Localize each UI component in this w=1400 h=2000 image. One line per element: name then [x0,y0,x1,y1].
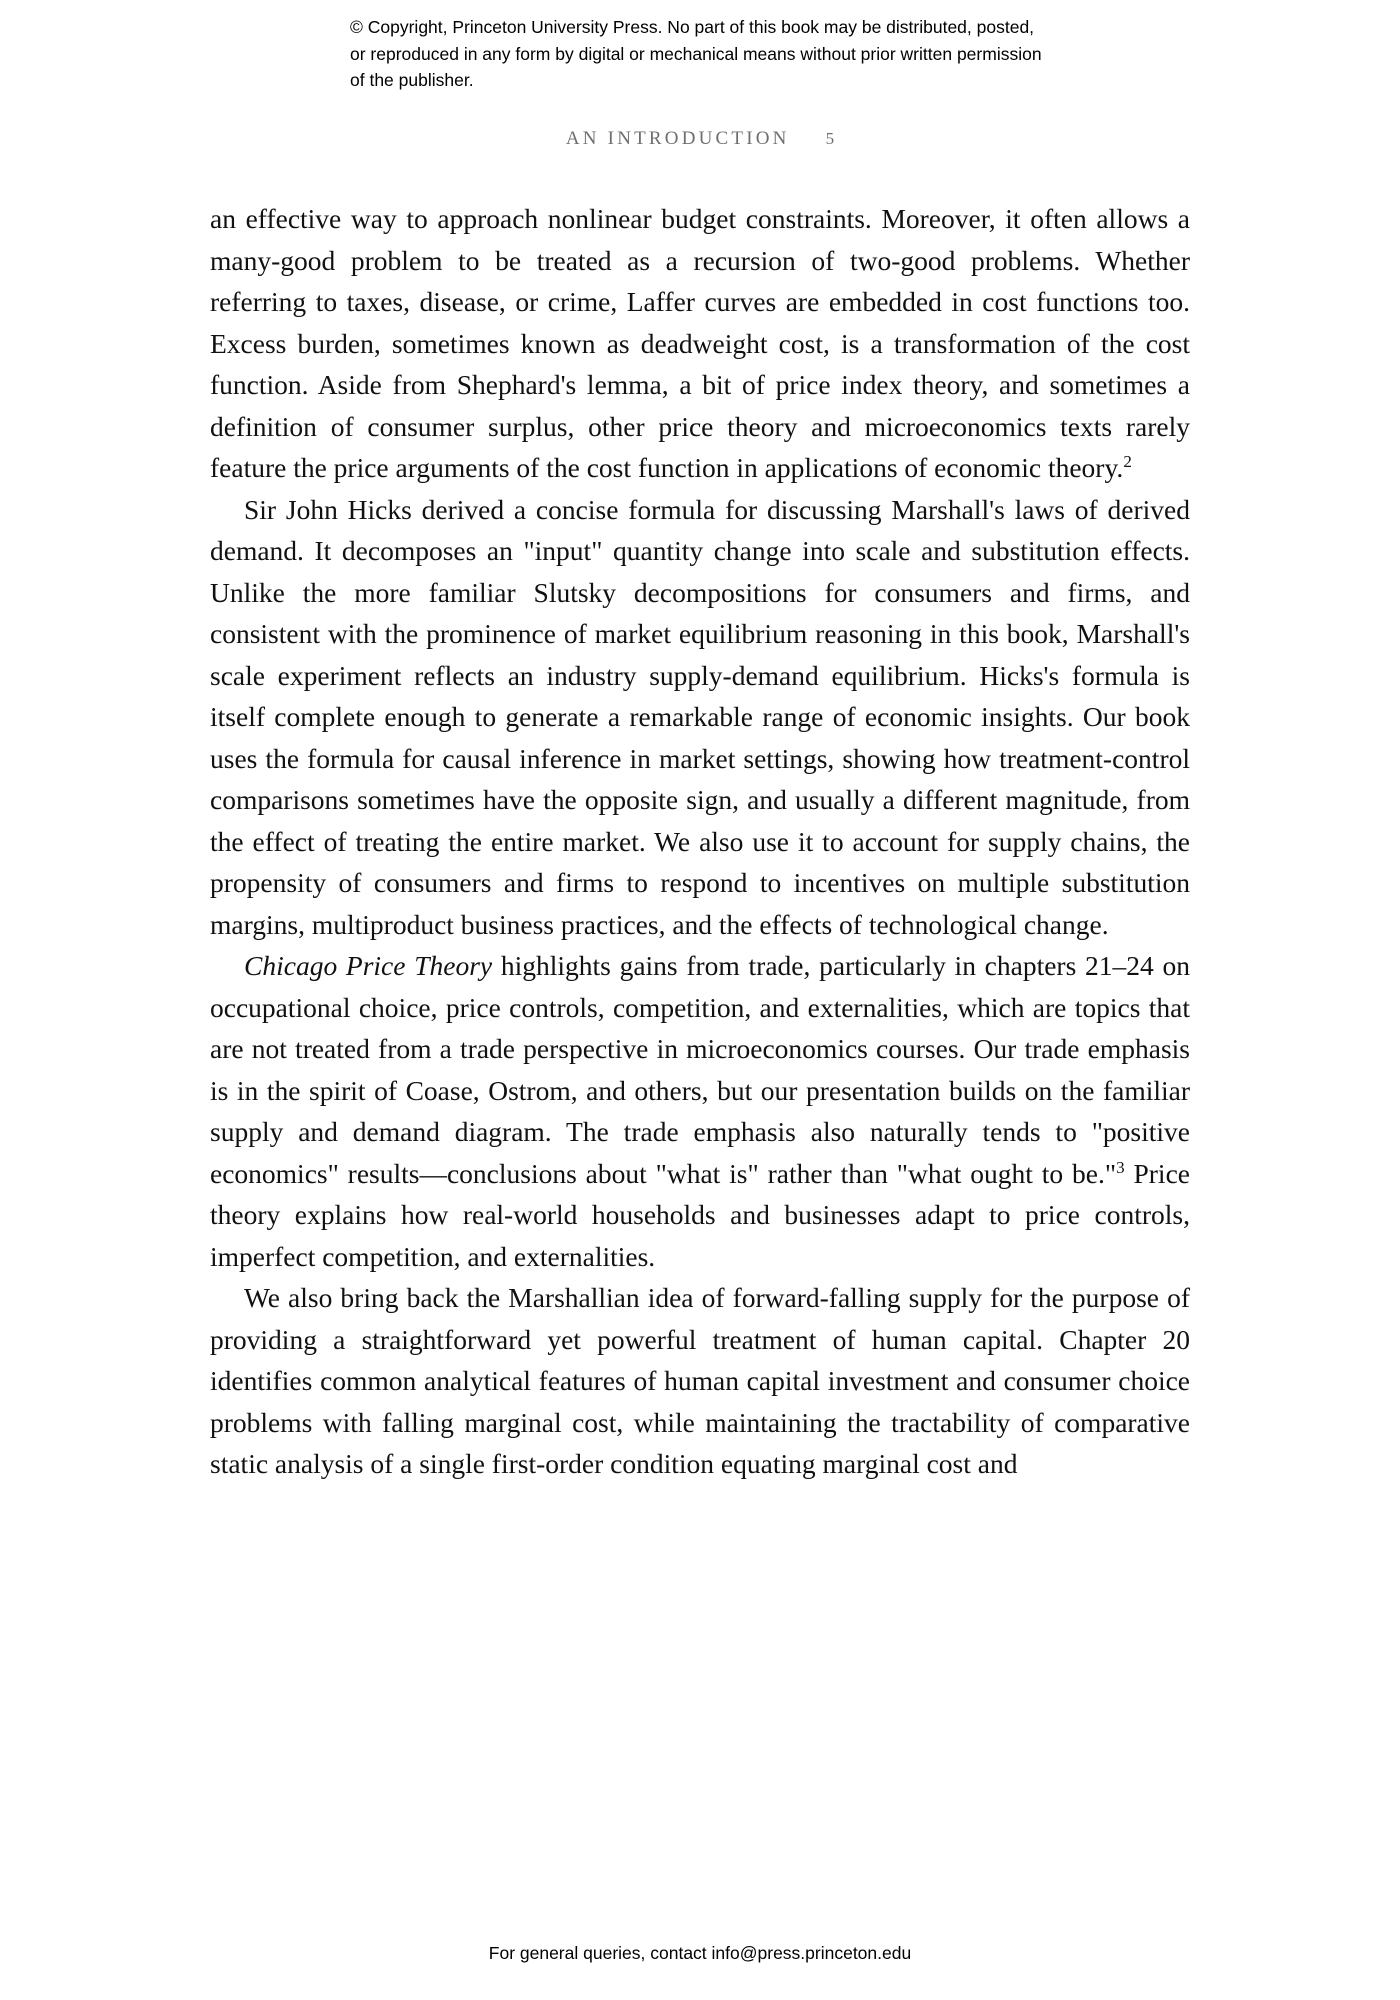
body-text [210,198,1190,1485]
paragraph-3-text-b: Price theory explains how real-world households and businesses adapt to price controls, imperfect competition, and externalities. [210,1157,1190,1272]
footnote-marker-2: 2 [1123,451,1132,471]
paragraph-4 [210,1277,1190,1485]
paragraph-1-text: an effective way to approach nonlinear budget constraints. Moreover, it often allows a many-good problem to be treated as a recursion of two-good problems. Whether referring to taxes, disease, or crime, Laffer curves are embedded in cost functions too. Excess burden, sometimes known as deadweight cost, is a transformation of the cost function. Aside from Shephard's lemma, a bit of price index theory, and sometimes a definition of consumer surplus, other price theory and microeconomics texts rarely feature the price arguments of the cost function in applications of economic theory. [210,203,1190,483]
paragraph-2-text: Sir John Hicks derived a concise formula for discussing Marshall's laws of derived demand. It decomposes an "input" quantity change into scale and substitution effects. Unlike the more familiar Slutsky decompositions for consumers and firms, and consistent with the prominence of market equilibrium reasoning in this book, Marshall's scale experiment reflects an industry supply-demand equilibrium. Hicks's formula is itself complete enough to generate a remarkable range of economic insights. Our book uses the formula for causal inference in market settings, showing how treatment-control comparisons sometimes have the opposite sign, and usually a different magnitude, from the effect of treating the entire market. We also use it to account for supply chains, the propensity of consumers and firms to respond to incentives on multiple substitution margins, multiproduct business practices, and the effects of technological change. [210,493,1190,940]
book-title-chicago-price-theory: Chicago Price Theory [244,950,493,981]
paragraph-3 [210,945,1190,1277]
paragraph-3-text-a: highlights gains from trade, particularly in chapters 21–24 on occupational choice, price controls, competition, and externalities, which are topics that are not treated from a trade perspective in microeconomics courses. Our trade emphasis is in the spirit of Coase, Ostrom, and others, but our presentation builds on the familiar supply and demand diagram. The trade emphasis also naturally tends to "positive economics" results—conclusions about "what is" rather than "what ought to be." [210,950,1190,1189]
running-head-title: AN INTRODUCTION [565,128,790,149]
footnote-marker-3: 3 [1116,1157,1125,1177]
paragraph-2 [210,489,1190,946]
paragraph-4-text: We also bring back the Marshallian idea of forward-falling supply for the purpose of providing a straightforward yet powerful treatment of human capital. Chapter 20 identifies common analytical features of human capital investment and consumer choice problems with falling marginal cost, while maintaining the tractability of comparative static analysis of a single first-order condition equating marginal cost and [210,1282,1190,1479]
page-number: 5 [825,129,835,148]
footer-general-queries: For general queries, contact info@press.princeton.edu [488,1943,912,1963]
running-head [0,128,1400,150]
copyright-notice: © Copyright, Princeton University Press. No part of this book may be distributed, posted, or reproduced in any form by digital or mechanical means without prior written permission of the publisher. [350,17,1042,91]
paragraph-1 [210,198,1190,489]
